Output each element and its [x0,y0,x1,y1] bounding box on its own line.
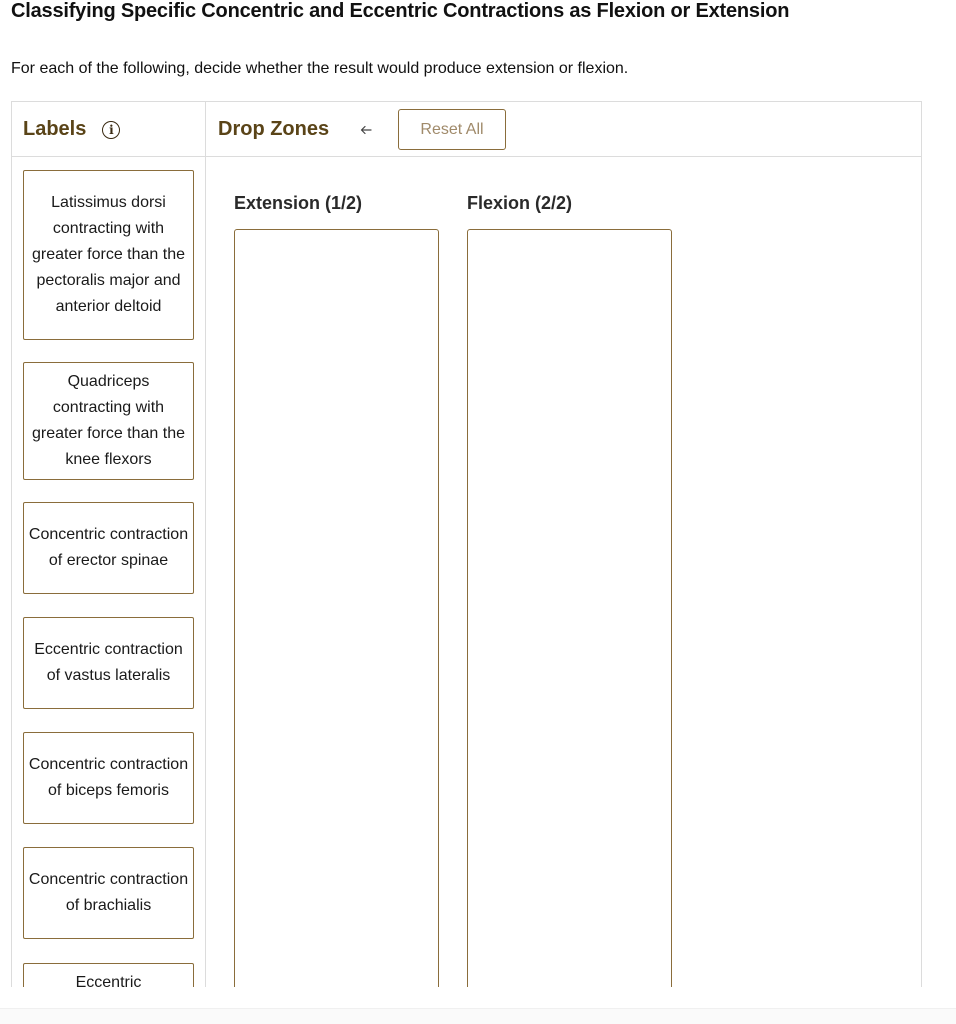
drop-zone-extension-title: Extension (1/2) [234,193,363,213]
label-card-brachialis[interactable]: Concentric contraction of brachialis [23,847,194,939]
page-title: Classifying Specific Concentric and Eccentric Contractions as Flexion or Extension [11,0,790,22]
label-card-latissimus-dorsi[interactable]: Latissimus dorsi contracting with greater force than the pectoralis major and anterior deltoid [23,170,194,340]
label-card-vastus-lateralis[interactable]: Eccentric contraction of vastus lateralis [23,617,194,709]
labels-heading-text: Labels [23,118,87,140]
label-card-biceps-femoris[interactable]: Concentric contraction of biceps femoris [23,732,194,824]
drop-zone-flexion[interactable] [467,229,672,987]
label-card-quadriceps[interactable]: Quadriceps contracting with greater force than the knee flexors [23,362,194,480]
undo-arrow-icon[interactable] [358,122,374,138]
column-divider [205,102,206,987]
label-card-eccentric-partial[interactable]: Eccentric [23,963,194,987]
drop-zones-heading: Drop Zones [218,118,330,140]
bottom-strip [0,1008,956,1024]
instructions-text: For each of the following, decide whether the result would produce extension or flexion. [11,60,629,77]
drop-zone-flexion-title: Flexion (2/2) [467,193,573,213]
reset-all-button[interactable]: Reset All [398,109,506,150]
info-circle-icon[interactable]: i [102,121,120,139]
drag-drop-activity [11,101,922,987]
drop-zone-extension[interactable] [234,229,439,987]
labels-heading [23,118,120,141]
label-card-erector-spinae[interactable]: Concentric contraction of erector spinae [23,502,194,594]
